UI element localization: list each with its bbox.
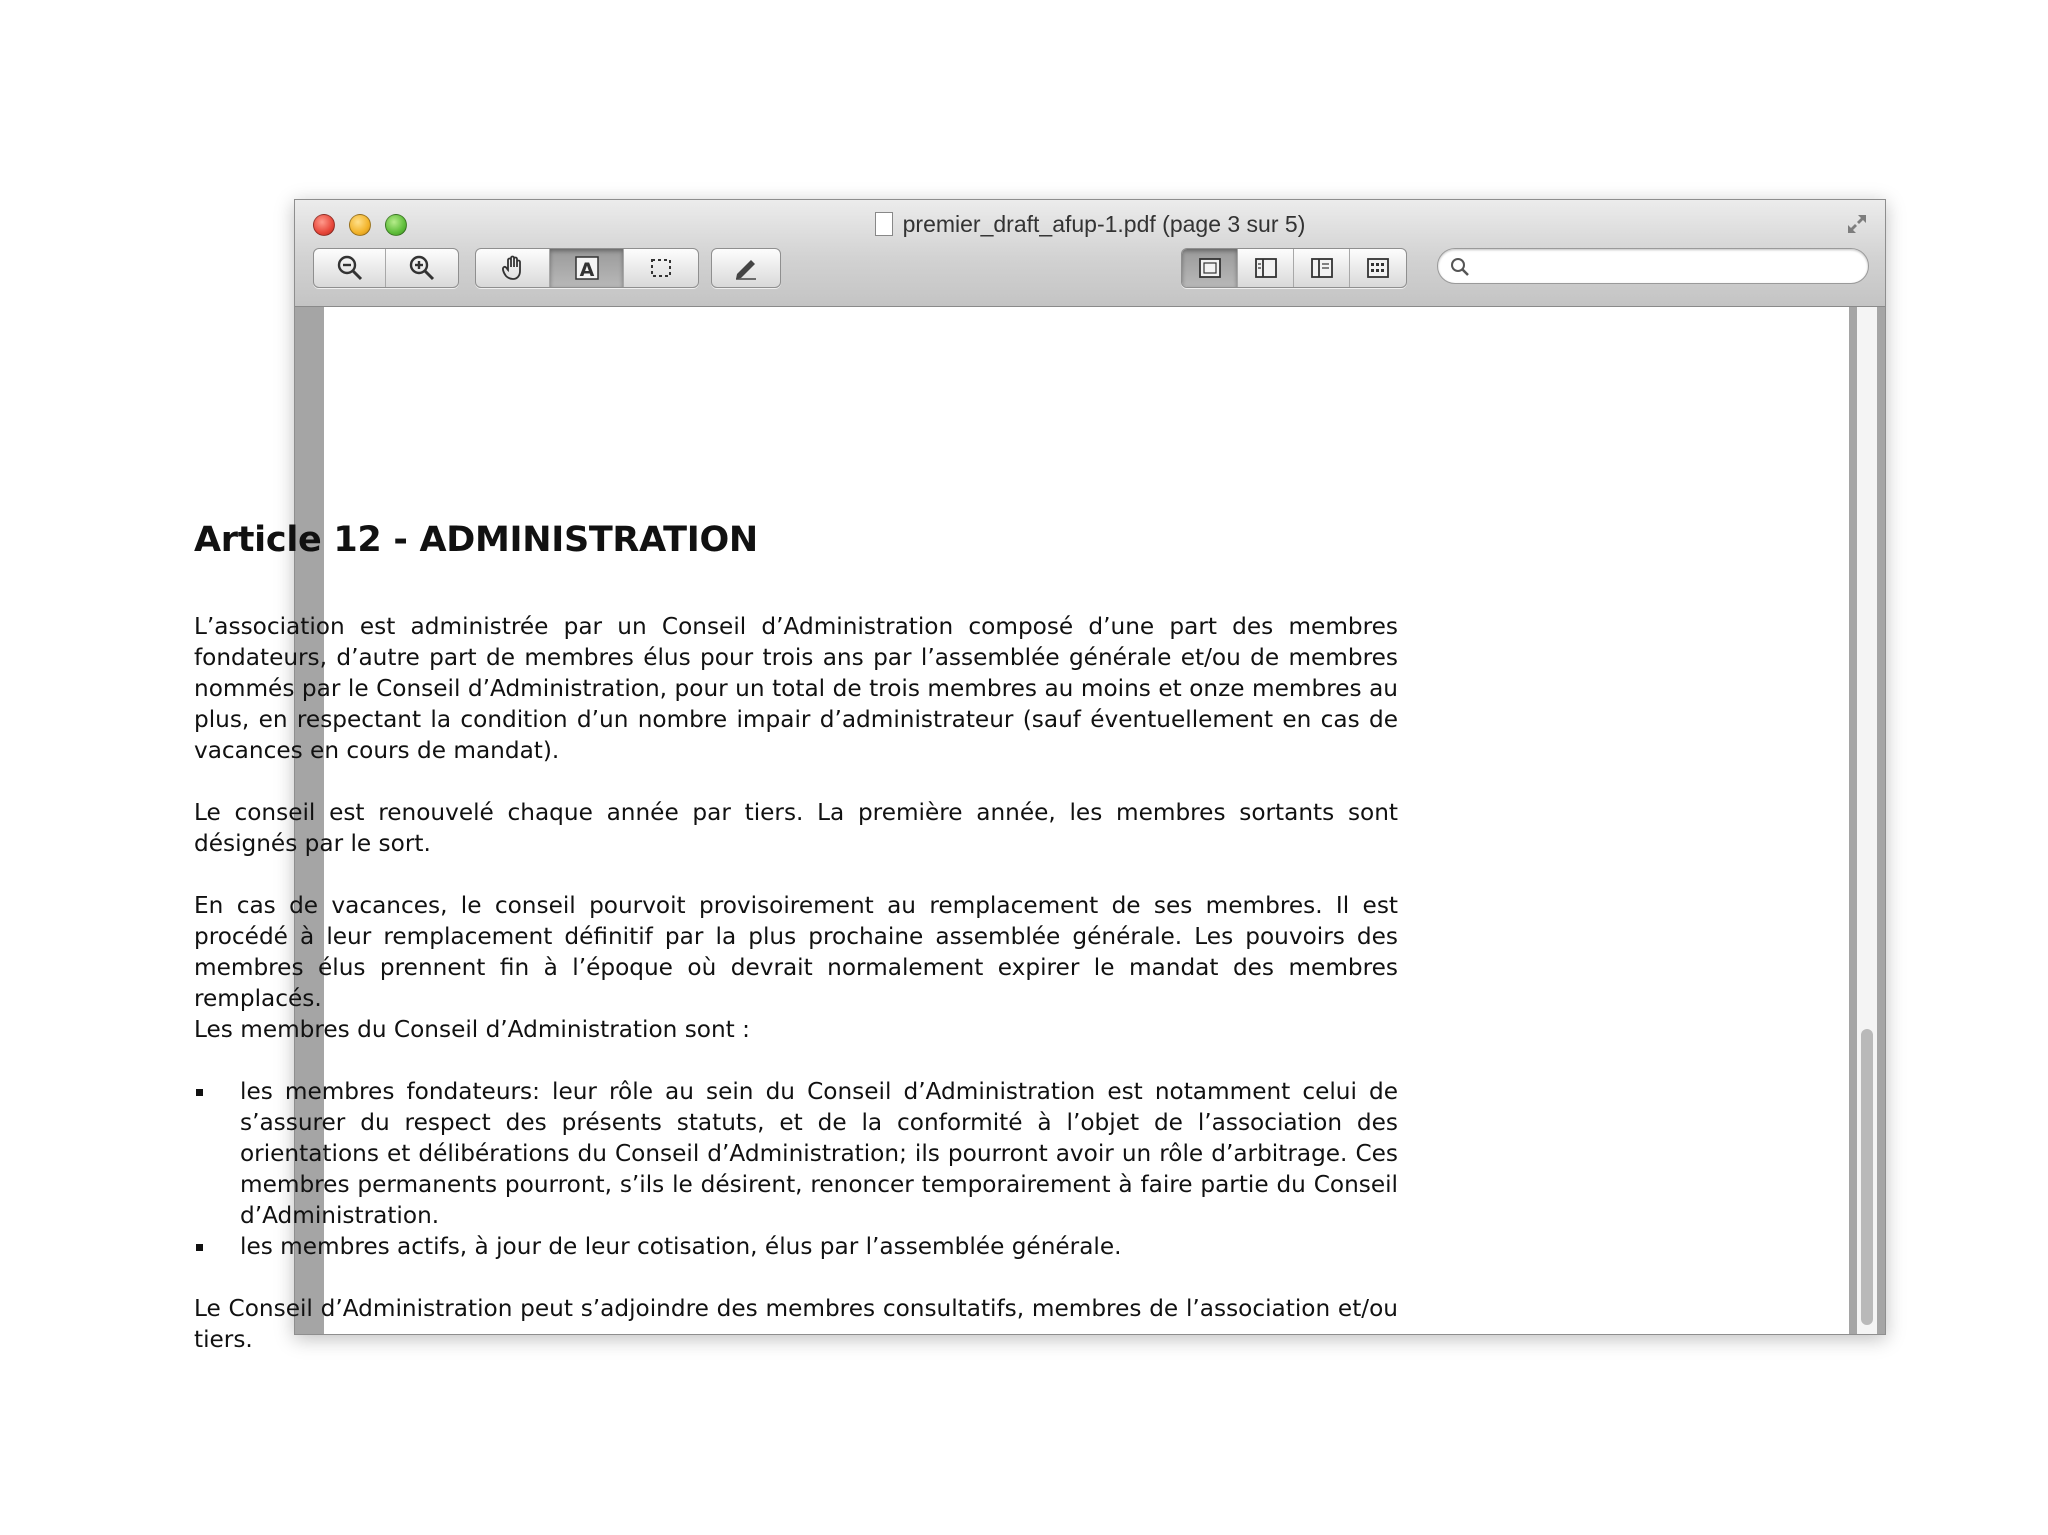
list-item-text: les membres actifs, à jour de leur cotisation, élus par l’assemblée générale. xyxy=(240,1233,1122,1260)
window-title-text: premier_draft_afup-1.pdf (page 3 sur 5) xyxy=(902,211,1306,237)
text-select-tool-button[interactable] xyxy=(550,249,624,287)
view-mode-button-group xyxy=(1181,248,1407,288)
view-sidebar-button[interactable] xyxy=(1238,249,1294,287)
search-icon xyxy=(1450,257,1470,277)
search-field[interactable] xyxy=(1437,248,1869,284)
bullet-icon xyxy=(196,1089,203,1096)
text-select-icon xyxy=(573,254,601,282)
zoom-in-icon xyxy=(408,254,436,282)
zoom-out-button[interactable] xyxy=(314,249,386,287)
pencil-icon xyxy=(731,254,761,282)
annotate-button[interactable] xyxy=(712,249,780,287)
grid-icon xyxy=(1365,256,1391,280)
window-title xyxy=(295,208,1885,240)
annotate-button-group xyxy=(711,248,781,288)
hand-icon xyxy=(498,254,528,282)
bullet-icon xyxy=(196,1244,203,1251)
search-input[interactable] xyxy=(1478,253,1852,281)
zoom-in-button[interactable] xyxy=(386,249,458,287)
tool-button-group xyxy=(475,248,699,288)
list-item-text: les membres fondateurs: leur rôle au sein du Conseil d’Administration est notamment celui de s’assurer du respect des présents statuts, et de la conformité à l’objet de l’association des orientations et délibérations du Conseil d’Administration; ils pourront avoir un rôle d’arbitrage. Ces membres permanents pourront, s’ils le désirent, renoncer temporairement à faire partie du Conseil d’Administration. xyxy=(240,1078,1398,1229)
paragraph-renewal: Le conseil est renouvelé chaque année par tiers. La première année, les membres sortants sont désignés par le sort. xyxy=(194,799,1398,857)
paragraph-vacancies: En cas de vacances, le conseil pourvoit provisoirement au remplacement de ses membres. Il est procédé à leur remplacement définitif par la plus prochaine assemblée générale. Les pouvoirs des membres élus prennent fin à l’époque où devrait normalement expirer le mandat des membres remplacés. xyxy=(194,892,1398,1012)
title-bar[interactable] xyxy=(295,200,1885,307)
list-item xyxy=(194,1076,1398,1231)
sidebar-icon xyxy=(1253,256,1279,280)
paragraph-members-intro: Les membres du Conseil d’Administration sont : xyxy=(194,1016,750,1043)
two-page-icon xyxy=(1309,256,1335,280)
single-page-icon xyxy=(1197,256,1223,280)
rect-select-tool-button[interactable] xyxy=(624,249,698,287)
members-list xyxy=(194,1076,1398,1262)
paragraph-consultative: Le Conseil d’Administration peut s’adjoindre des membres consultatifs, membres de l’association et/ou tiers. xyxy=(194,1295,1398,1353)
article-heading: Article 12 - ADMINISTRATION xyxy=(194,520,758,560)
svg-text:A: A xyxy=(579,259,594,281)
view-single-page-button[interactable] xyxy=(1182,249,1238,287)
view-two-page-button[interactable] xyxy=(1294,249,1350,287)
paragraph-composition: L’association est administrée par un Conseil d’Administration composé d’une part des membres fondateurs, d’autre part de membres élus pour trois ans par l’assemblée générale et/ou de membres nommés par le Conseil d’Administration, pour un total de trois membres au moins et onze membres au plus, en respectant la condition d’un nombre impair d’administrateur (sauf éventuellement en cas de vacances en cours de mandat). xyxy=(194,613,1398,764)
view-grid-button[interactable] xyxy=(1350,249,1406,287)
document-text xyxy=(194,515,1398,1386)
zoom-out-icon xyxy=(336,254,364,282)
list-item xyxy=(194,1231,1398,1262)
scrollbar-thumb[interactable] xyxy=(1861,1029,1873,1325)
pdf-document-icon xyxy=(875,212,893,236)
fullscreen-icon[interactable] xyxy=(1845,212,1869,236)
rect-select-icon xyxy=(647,254,675,282)
hand-tool-button[interactable] xyxy=(476,249,550,287)
zoom-button-group xyxy=(313,248,459,288)
